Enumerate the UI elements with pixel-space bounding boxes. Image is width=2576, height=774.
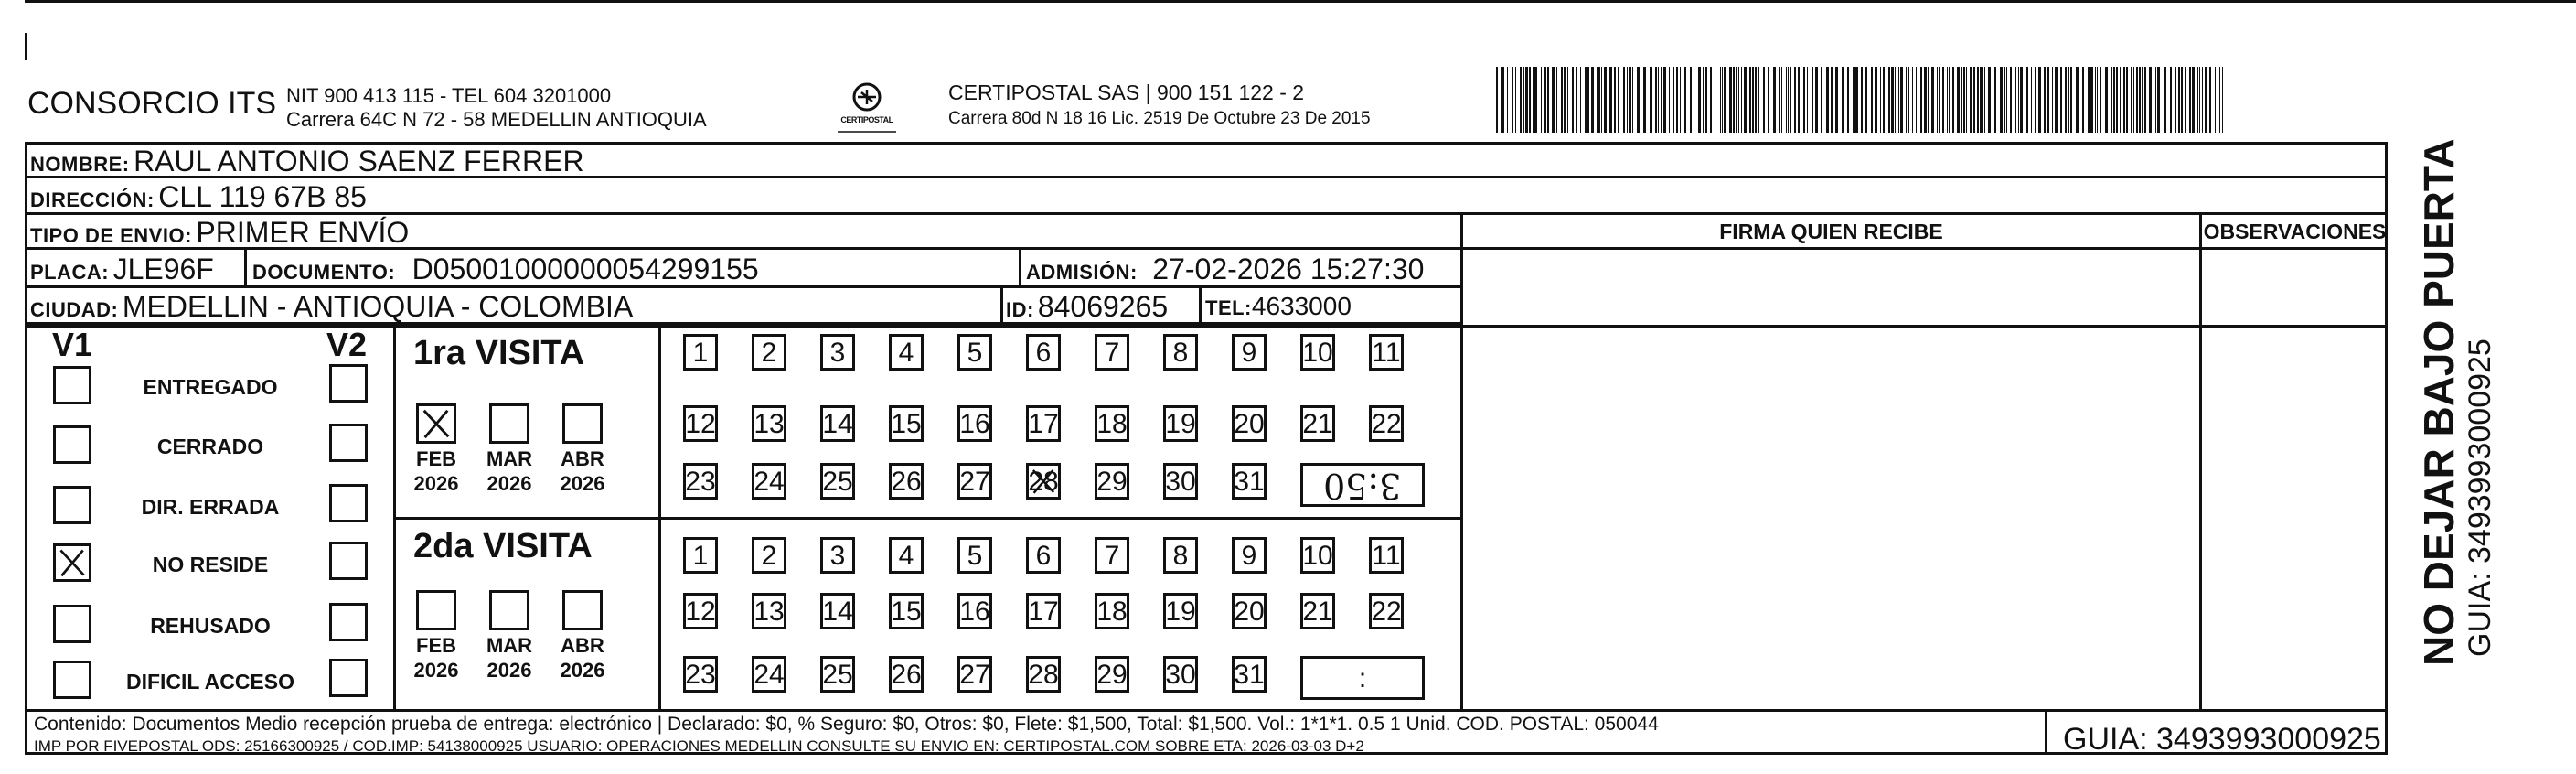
- carrier-license: Carrera 80d N 18 16 Lic. 2519 De Octubre 23 De 2015: [948, 109, 1371, 128]
- day-box[interactable]: [683, 463, 718, 500]
- day-number: 18: [1096, 597, 1128, 627]
- day-box[interactable]: [889, 656, 924, 693]
- status-label: DIR. ERRADA: [141, 495, 280, 519]
- placa-value: JLE96F: [112, 253, 214, 285]
- status-v2-checkbox[interactable]: [329, 424, 368, 462]
- status-label: NO RESIDE: [152, 553, 269, 576]
- day-box[interactable]: [1163, 537, 1198, 574]
- tel-value: 4633000: [1251, 292, 1352, 320]
- day-box[interactable]: [752, 656, 786, 693]
- day-box[interactable]: [683, 405, 718, 442]
- visit1-title: 1ra VISITA: [413, 334, 585, 372]
- admision-value: 27-02-2026 15:27:30: [1152, 253, 1425, 285]
- day-box[interactable]: [752, 537, 786, 574]
- day-number: 25: [822, 467, 853, 497]
- month-name: MAR: [486, 447, 533, 470]
- day-box[interactable]: [1369, 593, 1404, 629]
- status-label: DIFICIL ACCESO: [125, 670, 294, 693]
- status-v2-checkbox[interactable]: [329, 542, 368, 580]
- day-number: 16: [959, 409, 990, 439]
- day-number: 14: [822, 597, 853, 627]
- month-name: ABR: [561, 447, 604, 470]
- nombre-value: RAUL ANTONIO SAENZ FERRER: [134, 145, 584, 177]
- day-number: 7: [1104, 541, 1120, 571]
- day-number: 10: [1302, 338, 1333, 368]
- day-box[interactable]: [1232, 593, 1267, 629]
- month-checkbox[interactable]: [562, 590, 603, 630]
- status-v1-checkbox[interactable]: [53, 366, 91, 404]
- day-box[interactable]: [1369, 537, 1404, 574]
- status-v1-checkbox[interactable]: [53, 425, 91, 464]
- v1-label: V1: [52, 326, 93, 363]
- day-box[interactable]: [957, 537, 992, 574]
- day-box[interactable]: [683, 593, 718, 629]
- day-number: 24: [754, 467, 785, 497]
- day-box[interactable]: [820, 463, 855, 500]
- side-text: [2416, 26, 2517, 666]
- day-number: 19: [1165, 597, 1196, 627]
- month-checkbox[interactable]: [489, 590, 529, 630]
- day-number: 10: [1302, 541, 1333, 571]
- day-box[interactable]: [957, 463, 992, 500]
- observaciones-header: OBSERVACIONES: [2203, 220, 2387, 243]
- day-number: 28: [1028, 467, 1059, 497]
- day-mark: [1029, 466, 1058, 497]
- day-box[interactable]: [1163, 334, 1198, 371]
- day-box[interactable]: [1095, 537, 1129, 574]
- time-value: 3:50: [1323, 466, 1402, 506]
- day-box[interactable]: [683, 656, 718, 693]
- day-number: 3: [829, 338, 846, 368]
- day-number: 12: [685, 409, 716, 439]
- day-number: 8: [1172, 338, 1189, 368]
- status-v1-checkbox[interactable]: [53, 605, 91, 643]
- placa-field: PLACA: JLE96F: [30, 253, 214, 285]
- day-number: 25: [822, 660, 853, 690]
- day-number: 2: [761, 338, 777, 368]
- day-box[interactable]: [889, 334, 924, 371]
- day-box[interactable]: [1300, 537, 1335, 574]
- day-number: 5: [967, 338, 983, 368]
- month-year: 2026: [413, 659, 459, 682]
- time-box[interactable]: [1300, 463, 1425, 507]
- day-number: 7: [1104, 338, 1120, 368]
- sender-address: Carrera 64C N 72 - 58 MEDELLIN ANTIOQUIA: [286, 108, 707, 131]
- day-box[interactable]: [1026, 463, 1061, 500]
- day-box[interactable]: [1232, 656, 1267, 693]
- status-v2-checkbox[interactable]: [329, 364, 368, 403]
- day-box[interactable]: [957, 405, 992, 442]
- day-box[interactable]: [683, 537, 718, 574]
- id-field: ID: 84069265: [1006, 290, 1169, 323]
- day-box[interactable]: [1163, 405, 1198, 442]
- tipo-field: TIPO DE ENVIO: PRIMER ENVÍO: [30, 216, 410, 249]
- documento-field: DOCUMENTO: D05001000000054299155: [252, 253, 759, 285]
- documento-value: D05001000000054299155: [412, 253, 759, 285]
- month-name: FEB: [416, 447, 456, 470]
- ciudad-value: MEDELLIN - ANTIOQUIA - COLOMBIA: [122, 290, 634, 323]
- day-number: 4: [898, 338, 914, 368]
- firma-header: FIRMA QUIEN RECIBE: [1719, 220, 1943, 243]
- day-number: 20: [1234, 409, 1265, 439]
- day-number: 11: [1372, 541, 1401, 571]
- direccion-field: DIRECCIÓN: CLL 119 67B 85: [30, 180, 367, 213]
- day-number: 3: [829, 541, 846, 571]
- status-v2-checkbox[interactable]: [329, 659, 368, 697]
- day-number: 1: [692, 338, 709, 368]
- day-box[interactable]: [1095, 405, 1129, 442]
- status-v2-checkbox[interactable]: [329, 484, 368, 522]
- day-number: 8: [1172, 541, 1189, 571]
- tipo-value: PRIMER ENVÍO: [196, 216, 410, 249]
- day-box[interactable]: [957, 334, 992, 371]
- day-box[interactable]: [1300, 593, 1335, 629]
- day-number: 14: [822, 409, 853, 439]
- month-name: FEB: [416, 634, 456, 657]
- barcode: [1496, 67, 2228, 133]
- day-box[interactable]: [1232, 405, 1267, 442]
- day-number: 13: [754, 409, 785, 439]
- day-box[interactable]: [1300, 334, 1335, 371]
- month-year: 2026: [486, 472, 532, 495]
- v2-label: V2: [326, 326, 368, 363]
- day-number: 24: [754, 660, 785, 690]
- day-number: 4: [898, 541, 914, 571]
- day-box[interactable]: [1232, 463, 1267, 500]
- day-box[interactable]: [889, 463, 924, 500]
- day-box[interactable]: [1026, 656, 1061, 693]
- footer-guia: GUIA: 3493993000925: [2063, 722, 2381, 757]
- month-label: [409, 633, 464, 683]
- day-number: 27: [959, 660, 990, 690]
- day-box[interactable]: [1026, 405, 1061, 442]
- nombre-field: NOMBRE: RAUL ANTONIO SAENZ FERRER: [30, 145, 584, 177]
- day-box[interactable]: [1163, 593, 1198, 629]
- direccion-value: CLL 119 67B 85: [158, 180, 367, 213]
- month-label: [555, 446, 610, 496]
- certipostal-logo: [834, 79, 900, 135]
- day-number: 6: [1035, 338, 1052, 368]
- day-box[interactable]: [1163, 463, 1198, 500]
- month-year: 2026: [560, 472, 605, 495]
- day-number: 21: [1302, 409, 1333, 439]
- day-number: 18: [1096, 409, 1128, 439]
- day-number: 15: [891, 597, 922, 627]
- day-number: 5: [967, 541, 983, 571]
- day-number: 9: [1241, 338, 1257, 368]
- day-number: 19: [1165, 409, 1196, 439]
- day-number: 26: [891, 467, 922, 497]
- day-box[interactable]: [752, 463, 786, 500]
- day-box[interactable]: [1095, 463, 1129, 500]
- month-year: 2026: [486, 659, 532, 682]
- day-number: 13: [754, 597, 785, 627]
- day-box[interactable]: [957, 593, 992, 629]
- status-v1-checkbox[interactable]: [53, 543, 91, 582]
- day-box[interactable]: [1369, 405, 1404, 442]
- month-checkbox[interactable]: [416, 403, 456, 444]
- day-number: 2: [761, 541, 777, 571]
- day-box[interactable]: [889, 537, 924, 574]
- month-label: [482, 633, 537, 683]
- day-number: 11: [1372, 338, 1401, 368]
- day-number: 27: [959, 467, 990, 497]
- visit2-title: 2da VISITA: [413, 527, 593, 565]
- carrier-name: CERTIPOSTAL SAS | 900 151 122 - 2: [948, 81, 1305, 104]
- day-box[interactable]: [889, 405, 924, 442]
- day-number: 20: [1234, 597, 1265, 627]
- day-box[interactable]: [820, 334, 855, 371]
- day-box[interactable]: [1300, 405, 1335, 442]
- day-box[interactable]: [1232, 334, 1267, 371]
- day-box[interactable]: [1095, 334, 1129, 371]
- day-number: 29: [1096, 660, 1128, 690]
- day-number: 17: [1028, 597, 1059, 627]
- day-box[interactable]: [683, 334, 718, 371]
- logo-text: CERTIPOSTAL: [840, 115, 893, 124]
- day-box[interactable]: [889, 593, 924, 629]
- side-no-dejar: NO DEJAR BAJO PUERTA: [2415, 138, 2463, 666]
- ciudad-field: CIUDAD: MEDELLIN - ANTIOQUIA - COLOMBIA: [30, 290, 634, 323]
- day-box[interactable]: [1026, 593, 1061, 629]
- day-box[interactable]: [820, 656, 855, 693]
- day-box[interactable]: [1026, 334, 1061, 371]
- day-number: 9: [1241, 541, 1257, 571]
- day-box[interactable]: [752, 593, 786, 629]
- day-number: 31: [1234, 660, 1265, 690]
- day-box[interactable]: [820, 405, 855, 442]
- day-number: 30: [1165, 467, 1196, 497]
- day-number: 23: [685, 467, 716, 497]
- month-year: 2026: [413, 472, 459, 495]
- status-v1-checkbox[interactable]: [53, 486, 91, 524]
- status-label: CERRADO: [156, 435, 264, 458]
- time-value: :: [1358, 663, 1367, 693]
- day-number: 22: [1371, 409, 1402, 439]
- day-box[interactable]: [1095, 593, 1129, 629]
- status-label: ENTREGADO: [143, 375, 278, 399]
- side-guia: GUIA: 3493993000925: [2463, 339, 2497, 657]
- sender-company: CONSORCIO ITS: [27, 86, 277, 121]
- day-box[interactable]: [820, 593, 855, 629]
- day-number: 12: [685, 597, 716, 627]
- day-number: 28: [1028, 660, 1059, 690]
- day-box[interactable]: [1026, 537, 1061, 574]
- month-label: [555, 633, 610, 683]
- day-number: 6: [1035, 541, 1052, 571]
- time-box[interactable]: [1300, 656, 1425, 700]
- month-checkbox[interactable]: [562, 403, 603, 444]
- day-number: 23: [685, 660, 716, 690]
- month-name: ABR: [561, 634, 604, 657]
- day-number: 22: [1371, 597, 1402, 627]
- admision-field: ADMISIÓN: 27-02-2026 15:27:30: [1026, 253, 1425, 285]
- day-box[interactable]: [1232, 537, 1267, 574]
- month-label: [409, 446, 464, 496]
- day-box[interactable]: [1369, 334, 1404, 371]
- day-box[interactable]: [752, 405, 786, 442]
- status-v1-checkbox[interactable]: [53, 661, 91, 699]
- day-number: 29: [1096, 467, 1128, 497]
- day-number: 21: [1302, 597, 1333, 627]
- top-border: [25, 0, 2576, 3]
- month-checkbox[interactable]: [489, 403, 529, 444]
- id-value: 84069265: [1037, 290, 1169, 323]
- footer-contenido: Contenido: Documentos Medio recepción prueba de entrega: electrónico | Declarado: $0, % Seguro: $0, Otros: $0, Flete: $1,500, Total: $1,500. Vol.: 1*1*1. 0.5 1 Unid. COD. POSTAL: 050044: [34, 714, 1659, 735]
- month-checkbox[interactable]: [416, 590, 456, 630]
- left-margin-line: [25, 33, 27, 60]
- day-number: 17: [1028, 409, 1059, 439]
- status-label: REHUSADO: [150, 614, 271, 638]
- footer-imp: IMP POR FIVEPOSTAL ODS: 25166300925 / COD.IMP: 54138000925 USUARIO: OPERACIONES MEDELLIN CONSULTE SU ENVIO EN: CERTIPOSTAL.COM SOBRE ETA: 2026-03-03 D+2: [34, 737, 1364, 755]
- status-v2-checkbox[interactable]: [329, 603, 368, 641]
- day-number: 16: [959, 597, 990, 627]
- day-number: 15: [891, 409, 922, 439]
- sender-nit: NIT 900 413 115 - TEL 604 3201000: [286, 84, 612, 107]
- month-year: 2026: [560, 659, 605, 682]
- day-box[interactable]: [1163, 656, 1198, 693]
- day-box[interactable]: [1095, 656, 1129, 693]
- day-number: 31: [1234, 467, 1265, 497]
- day-box[interactable]: [957, 656, 992, 693]
- day-box[interactable]: [820, 537, 855, 574]
- month-label: [482, 446, 537, 496]
- tel-field: TEL:4633000: [1205, 292, 1352, 320]
- day-number: 1: [692, 541, 709, 571]
- day-box[interactable]: [752, 334, 786, 371]
- day-number: 30: [1165, 660, 1196, 690]
- day-number: 26: [891, 660, 922, 690]
- month-name: MAR: [486, 634, 533, 657]
